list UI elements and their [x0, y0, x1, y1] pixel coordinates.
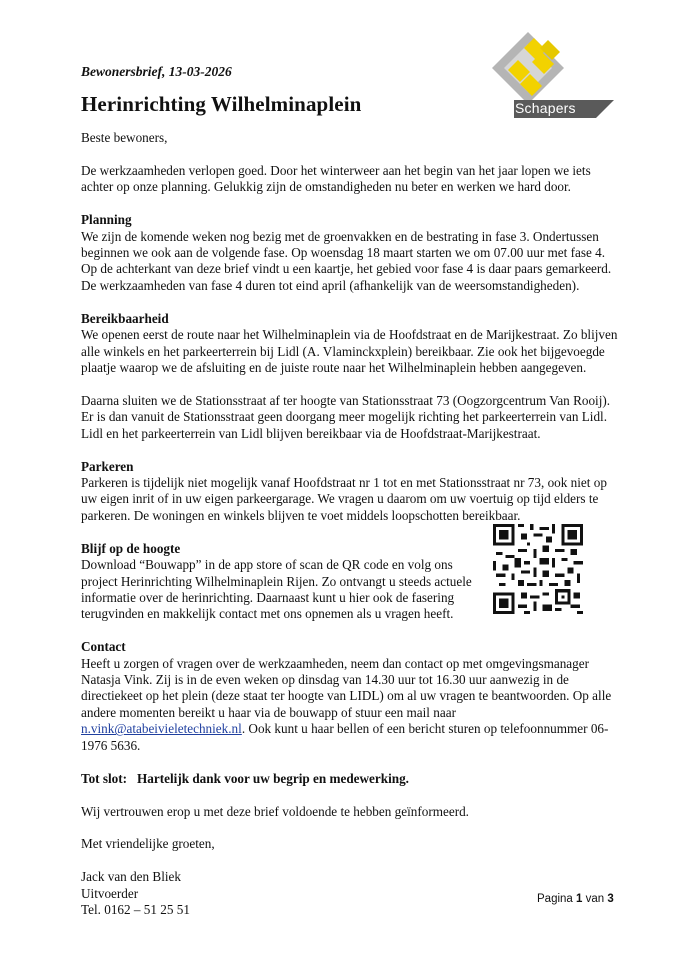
contact-text-after: . Ook kunt u haar bellen of een bericht sturen op telefoonnummer 06-1976 5636. [81, 721, 609, 753]
intro-paragraph: De werkzaamheden verlopen goed. Door het winterweer aan het begin van het jaar lopen we iets achter op onze planning. Gelukkig zijn de omstandigheden nu beter en werken we hard door. [81, 162, 591, 195]
qr-code[interactable] [493, 524, 583, 614]
greeting: Beste bewoners, [81, 130, 168, 145]
footer-page-total: 3 [607, 893, 614, 905]
signature-role: Uitvoerder [81, 885, 139, 901]
bereikbaarheid-text-1: We openen eerst de route naar het Wilhelminaplein via de Hoofdstraat en de Marijkestraat. Zo blijven alle winkels en het parkeerterrein bij Lidl (A. Vlaminckxplein) bereikbaar. Zie ook het bijgevoegde plaatje waarop we de afsluiting en de juiste route naar het Wilhelminaplein hebben aangegeven. [81, 327, 618, 375]
bereikbaarheid-heading: Bereikbaarheid [81, 310, 169, 326]
contact-heading: Contact [81, 639, 126, 655]
parkeren-section [81, 459, 621, 525]
parkeren-text: Parkeren is tijdelijk niet mogelijk vanaf Hoofdstraat nr 1 tot en met Stationsstraat nr 73, ook niet op uw eigen inrit of in uw eigen parkeergarage. We vragen u daarom om uw voertuig op tijd elders te parkeren. De woningen en winkels blijven te voet middels loopschotten bereikbaar. [81, 475, 607, 523]
bereikbaarheid-text-2: Daarna sluiten we de Stationsstraat af ter hoogte van Stationsstraat 73 (Oogzorgcentrum Van Rooij). Er is dan vanuit de Stationsstraat geen doorgang meer mogelijk richting het parkeerterrein van Lidl. Lidl en het parkeerterrein van Lidl blijven bereikbaar via de Hoofdstraat-Marijkestraat. [81, 392, 611, 441]
footer-page-number: 1 [576, 893, 583, 905]
tot-slot-text: Hartelijk dank voor uw begrip en medewerking. [137, 770, 409, 786]
letter-date-line: Bewonersbrief, 13-03-2026 [81, 64, 232, 79]
footer-of-label: van [585, 893, 605, 905]
closing-sentence: Wij vertrouwen erop u met deze brief voldoende te hebben geïnformeerd. [81, 803, 469, 819]
page-number-footer [537, 893, 614, 905]
signature-name: Jack van den Bliek [81, 869, 181, 885]
contact-email-link[interactable]: n.vink@atabeivieletechniek.nl [81, 721, 242, 737]
planning-text: We zijn de komende weken nog bezig met de groenvakken en de bestrating in fase 3. Ondertussen beginnen we ook aan de volgende fase. Op woensdag 18 maart starten we om 07.00 uur met fase 4. Op de achterkant van deze brief vindt u een kaartje, het gebied voor fase 4 is daar paars gemarkeerd. De werkzaamheden van fase 4 duren tot eind april (afhankelijk van de weersomstandigheden). [81, 228, 612, 293]
logo-text: Schapers [515, 100, 576, 116]
signature-phone: Tel. 0162 – 51 25 51 [81, 902, 190, 918]
planning-heading: Planning [81, 212, 132, 228]
letter-title: Herinrichting Wilhelminaplein [81, 92, 362, 116]
bereikbaarheid-section [81, 311, 621, 377]
regards: Met vriendelijke groeten, [81, 836, 215, 852]
tot-slot-line [81, 771, 621, 787]
blijf-heading: Blijf op de hoogte [81, 540, 181, 556]
parkeren-heading: Parkeren [81, 458, 134, 474]
contact-text-before: Heeft u zorgen of vragen over de werkzaamheden, neem dan contact op met omgevingsmanager Natasja Vink. Zij is in de even weken op dinsdag van 14.30 uur tot 16.30 uur aanwezig in de directiekeet op het plein (deze staat ter hoogte van LIDL) om al uw vragen te beantwoorden. Op alle andere momenten bereikt u haar via de bouwapp of stuur een mail naar [81, 655, 612, 720]
blijf-text: Download “Bouwapp” in de app store of scan de QR code en volg ons project Herinrichting Wilhelminaplein Rijen. Zo ontvangt u steeds actuele informatie over de herinrichting. Daarnaast kunt u hier ook de fasering terugvinden en makkelijk contact met ons opnemen als u vragen heeft. [81, 557, 472, 622]
footer-page-label: Pagina [537, 893, 573, 905]
planning-section [81, 212, 621, 294]
contact-section [81, 639, 621, 754]
blijf-section [81, 541, 476, 623]
tot-slot-label: Tot slot: [81, 770, 128, 786]
